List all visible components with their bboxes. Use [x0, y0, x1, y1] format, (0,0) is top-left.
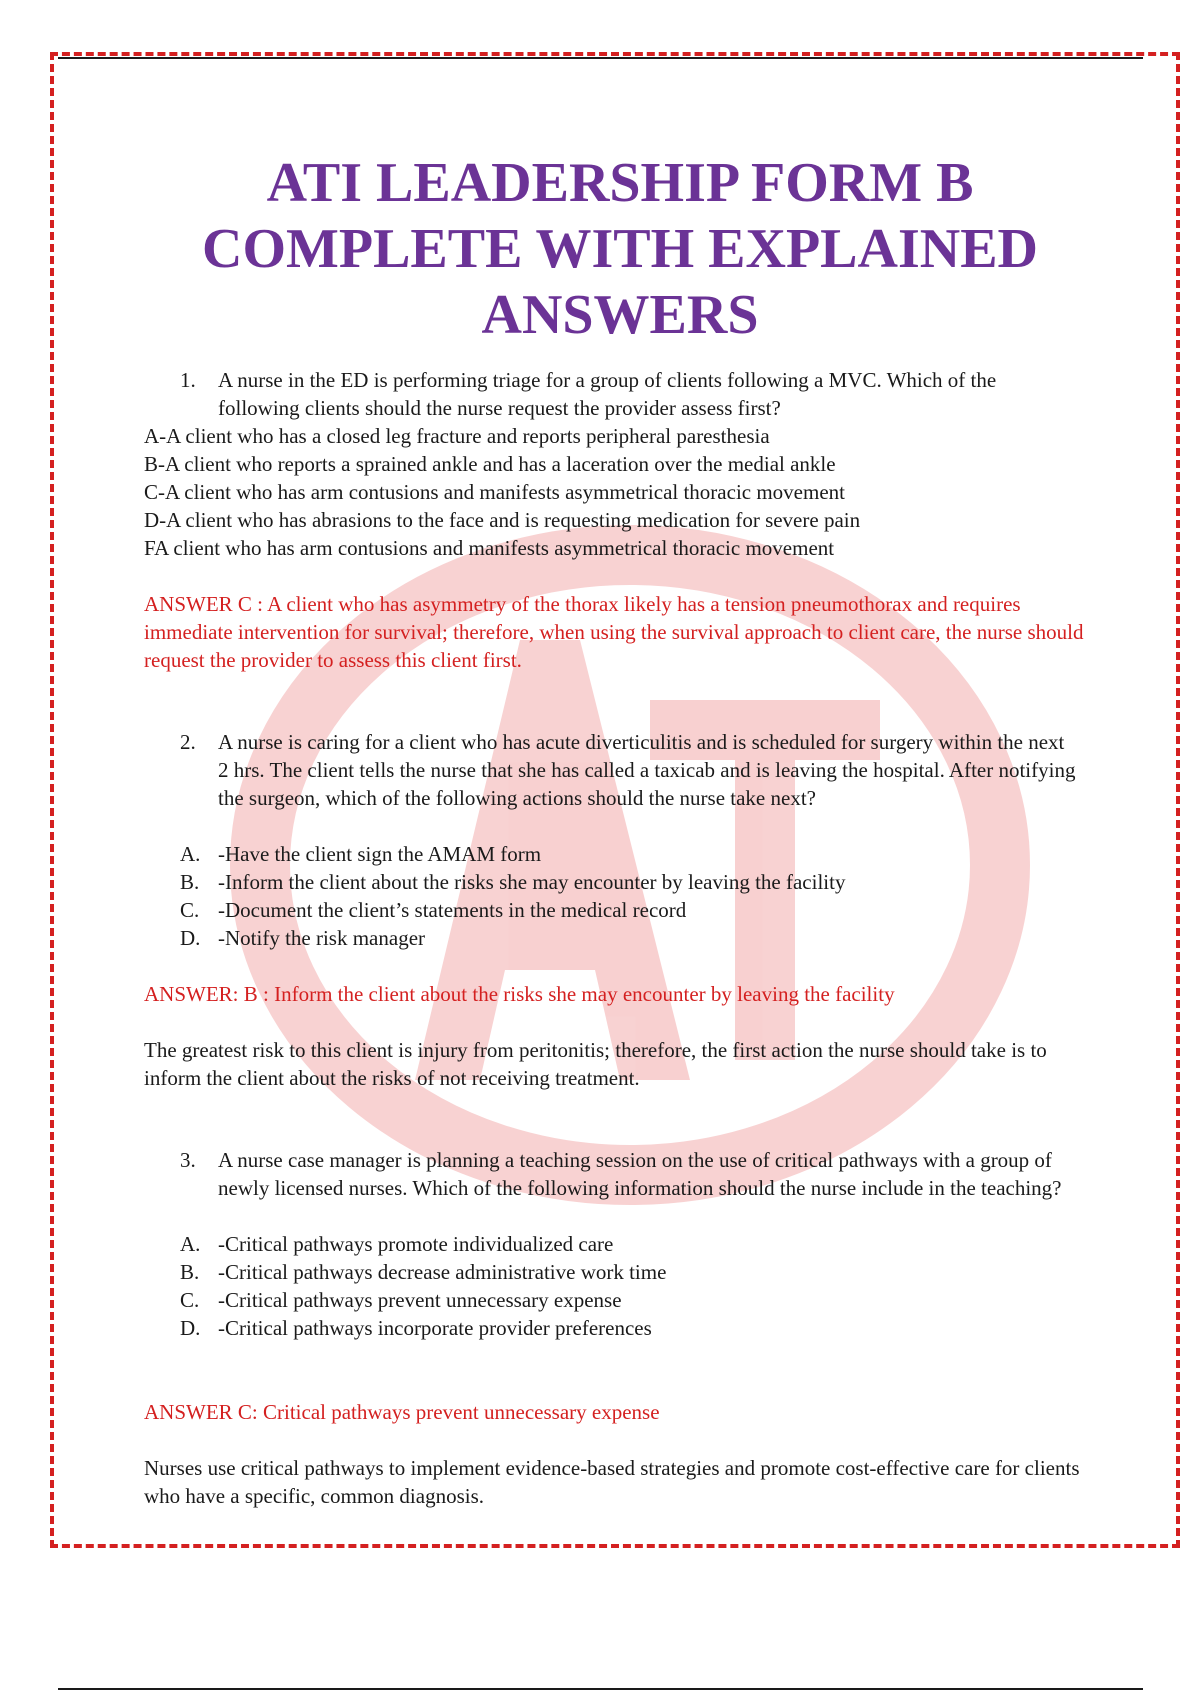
- option-letter: D.: [180, 1316, 201, 1340]
- option-text: -Critical pathways promote individualized care: [218, 1232, 614, 1256]
- option-letter: A.: [180, 1232, 201, 1256]
- option-letter: C.: [180, 898, 200, 922]
- question-stem: A nurse case manager is planning a teaching session on the use of critical pathways with a group of newly licensed nurses. Which of the following information should the nurse include in the teaching?: [218, 1148, 1062, 1200]
- option-text: -Notify the risk manager: [218, 926, 426, 950]
- answer-1: ANSWER C : A client who has asymmetry of the thorax likely has a tension pneumothorax and requires immediate intervention for survival; therefore, when using the survival approach to client care, the nurse should request the provider to assess this client first.: [144, 592, 1084, 672]
- option-text: -Critical pathways incorporate provider preferences: [218, 1316, 652, 1340]
- option-letter: A.: [180, 842, 201, 866]
- explanation-2: The greatest risk to this client is injury from peritonitis; therefore, the first action the nurse should take is to inform the client about the risks of not receiving treatment.: [144, 1038, 1047, 1090]
- question-stem: A nurse is caring for a client who has acute diverticulitis and is scheduled for surgery within the next 2 hrs. The client tells the nurse that she has called a taxicab and is leaving the hospital. After notifying the surgeon, which of the following actions should the nurse take next?: [218, 730, 1076, 810]
- option-letter: B.: [180, 870, 200, 894]
- option-letter: B.: [180, 1260, 200, 1284]
- explanation-3: Nurses use critical pathways to implement evidence-based strategies and promote cost-effective care for clients who have a specific, common diagnosis.: [144, 1456, 1080, 1508]
- option-b: B-A client who reports a sprained ankle and has a laceration over the medial ankle: [144, 452, 836, 476]
- question-number: 3.: [180, 1148, 196, 1172]
- option-c: [180, 1286, 622, 1314]
- title-line-1: ATI LEADERSHIP FORM B: [266, 152, 974, 214]
- option-d: [180, 1314, 652, 1342]
- answer-3: ANSWER C: Critical pathways prevent unnecessary expense: [144, 1400, 660, 1424]
- title-line-2: COMPLETE WITH EXPLAINED: [202, 218, 1038, 280]
- title-line-3: ANSWERS: [481, 284, 759, 346]
- bottom-rule: [58, 1688, 1143, 1690]
- option-c: [180, 896, 686, 924]
- option-d: [180, 924, 425, 952]
- option-letter: D.: [180, 926, 201, 950]
- option-text: -Critical pathways prevent unnecessary expense: [218, 1288, 622, 1312]
- option-text: -Have the client sign the AMAM form: [218, 842, 542, 866]
- option-a: [180, 1230, 613, 1258]
- option-a: A-A client who has a closed leg fracture and reports peripheral paresthesia: [144, 424, 770, 448]
- document-title: [160, 150, 1080, 348]
- option-letter: C.: [180, 1288, 200, 1312]
- option-b: [180, 868, 845, 896]
- question-stem: A nurse in the ED is performing triage for a group of clients following a MVC. Which of the following clients should the nurse request the provider assess first?: [218, 368, 997, 420]
- option-text: -Critical pathways decrease administrative work time: [218, 1260, 667, 1284]
- question-number: 2.: [180, 730, 196, 754]
- option-d: D-A client who has abrasions to the face and is requesting medication for severe pain: [144, 508, 861, 532]
- answer-2: ANSWER: B : Inform the client about the risks she may encounter by leaving the facility: [144, 982, 895, 1006]
- option-text: -Inform the client about the risks she may encounter by leaving the facility: [218, 870, 846, 894]
- option-a: [180, 840, 541, 868]
- option-b: [180, 1258, 666, 1286]
- question-number: 1.: [180, 368, 196, 392]
- option-c: C-A client who has arm contusions and manifests asymmetrical thoracic movement: [144, 480, 845, 504]
- option-text: -Document the client’s statements in the medical record: [218, 898, 687, 922]
- option-f: FA client who has arm contusions and manifests asymmetrical thoracic movement: [144, 536, 835, 560]
